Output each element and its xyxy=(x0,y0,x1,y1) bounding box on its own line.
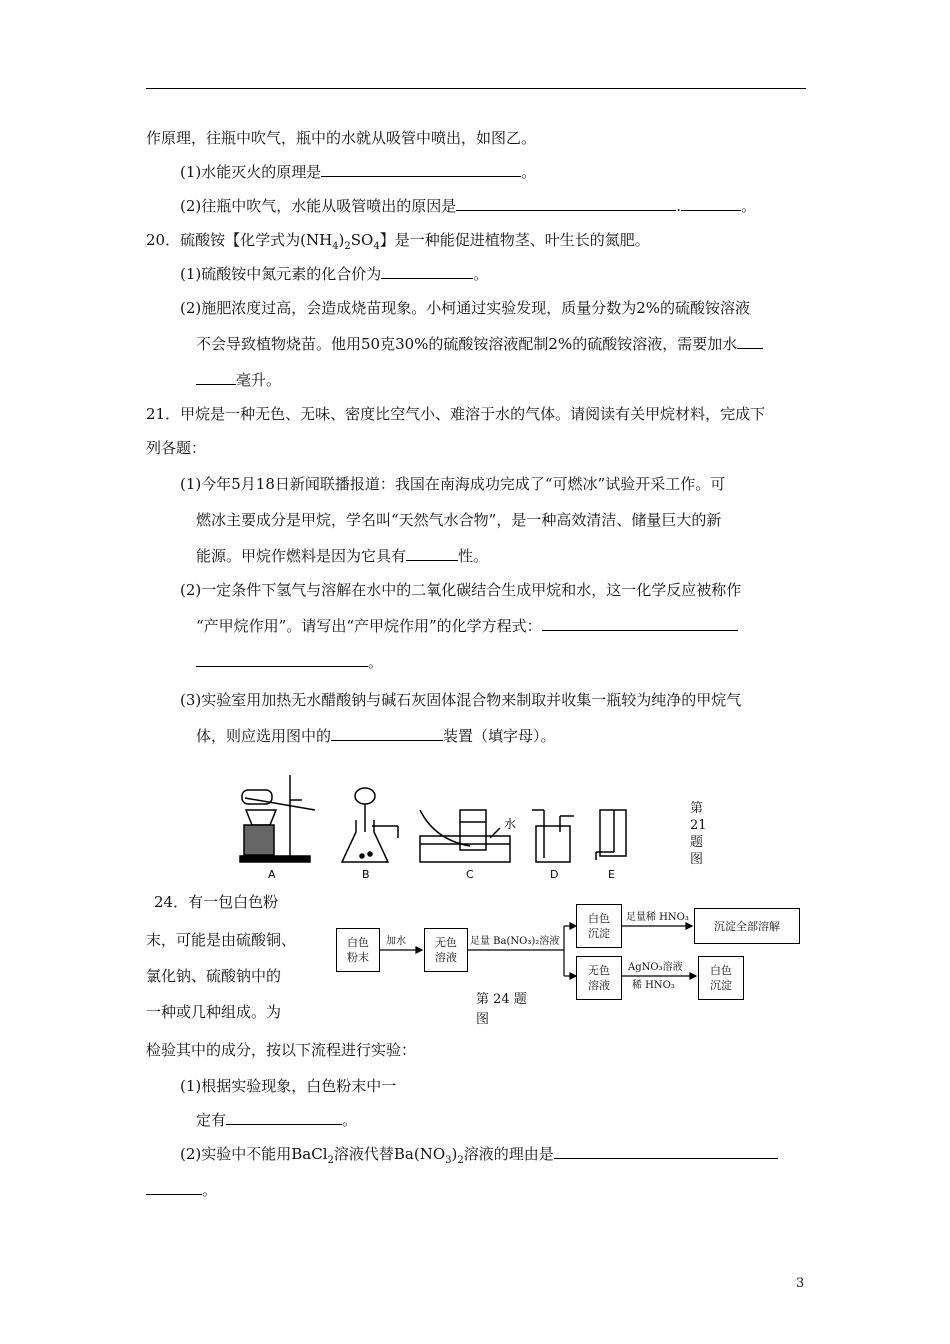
box-white-precipitate: 白色沉淀 xyxy=(576,904,622,948)
q24-stem-a: 24．有一包白色粉 xyxy=(154,893,279,911)
answer-blank[interactable] xyxy=(456,196,676,211)
q21-1: (1)今年5月18日新闻联播报道：我国在南海成功完成了“可燃冰”试验开采工作。可 xyxy=(180,475,726,493)
label-e: E xyxy=(608,868,615,881)
apparatus-c xyxy=(420,810,510,862)
q20-2: (2)施肥浓度过高，会造成烧苗现象。小柯通过实验发现，质量分数为2%的硫酸铵溶液 xyxy=(180,299,751,317)
answer-blank[interactable] xyxy=(681,196,741,211)
apparatus-d xyxy=(532,810,574,862)
q21-1b: 燃冰主要成分是甲烷，学名叫“天然气水合物”，是一种高效清洁、储量巨大的新 xyxy=(196,511,722,529)
header-rule xyxy=(146,88,806,89)
label-b: B xyxy=(362,868,370,881)
answer-blank[interactable] xyxy=(737,334,763,349)
page-number: 3 xyxy=(796,1276,805,1291)
q24-2: (2)实验中不能用BaCl$_2$溶液代替$Ba(NO_3)_2$溶液的理由是 xyxy=(180,1144,778,1171)
label-hno3: 足量稀 HNO₃ xyxy=(626,912,689,923)
answer-blank[interactable] xyxy=(331,726,443,741)
label-ba-no3: 足量 Ba(NO₃)₂溶液 xyxy=(470,936,560,947)
q20-2c: 毫升。 xyxy=(196,370,281,390)
box-all-dissolve: 沉淀全部溶解 xyxy=(694,908,800,944)
answer-blank[interactable] xyxy=(226,1110,342,1125)
q24-stem-c: 氯化钠、硫酸钠中的 xyxy=(146,967,282,985)
q20-stem: 20．硫酸铵【化学式为$(NH_4)_2SO_4$】是一种能促进植物茎、叶生长的氮肥。 xyxy=(146,231,650,252)
label-agno3: AgNO₃溶液 xyxy=(628,962,683,973)
q21-3: (3)实验室用加热无水醋酸钠与碱石灰固体混合物来制取并收集一瓶较为纯净的甲烷气 xyxy=(180,691,742,709)
answer-blank[interactable] xyxy=(196,370,236,385)
q21-2c: 。 xyxy=(196,652,383,672)
label-dilute-hno3: 稀 HNO₃ xyxy=(632,980,675,991)
figure24-caption: 第 24 题 图 xyxy=(476,992,527,1027)
apparatus-b xyxy=(342,788,398,862)
q20-1: (1)硫酸铵中氮元素的化合价为 。 xyxy=(180,265,489,283)
label-water: 水 xyxy=(504,817,517,831)
q20-2b: 不会导致植物烧苗。他用50克30%的硫酸铵溶液配制2%的硫酸铵溶液，需要加水 xyxy=(196,334,763,354)
box-colorless-solution-2: 无色溶液 xyxy=(576,956,622,1000)
label-c: C xyxy=(466,868,474,881)
q21-3b: 体，则应选用图中的 装置（填字母）。 xyxy=(196,727,556,745)
apparatus-a xyxy=(240,775,315,862)
q24-1: (1)根据实验现象，白色粉末中一 xyxy=(180,1077,397,1095)
answer-blank[interactable] xyxy=(406,546,458,561)
q21-2: (2)一定条件下氢气与溶解在水中的二氧化碳结合生成甲烷和水，这一化学反应被称作 xyxy=(180,581,742,599)
flowchart xyxy=(336,892,806,1010)
answer-blank[interactable] xyxy=(554,1144,778,1159)
q24-2b: 。 xyxy=(146,1180,217,1200)
figure21-caption: 第21题图 xyxy=(690,801,707,867)
answer-blank[interactable] xyxy=(542,616,738,631)
q21-2b: “产甲烷作用”。请写出“产甲烷作用”的化学方程式： xyxy=(196,616,738,636)
q24-stem-b: 末，可能是由硫酸铜、 xyxy=(146,931,297,949)
q24-stem-e: 检验其中的成分，按以下流程进行实验： xyxy=(146,1041,417,1059)
apparatus-e xyxy=(596,810,626,860)
q19-1: (1)水能灭火的原理是 。 xyxy=(180,163,537,181)
q21-stem-b: 列各题： xyxy=(146,439,207,457)
q24-stem-d: 一种或几种组成。为 xyxy=(146,1003,282,1021)
apparatus-figure xyxy=(230,770,640,882)
answer-blank[interactable] xyxy=(146,1180,202,1195)
text-line: 作原理，往瓶中吹气，瓶中的水就从吸管中喷出，如图乙。 xyxy=(146,129,537,147)
label-d: D xyxy=(550,868,559,881)
q24-1b: 定有 。 xyxy=(196,1111,358,1129)
answer-blank[interactable] xyxy=(381,264,473,279)
answer-blank[interactable] xyxy=(321,162,521,177)
q19-2: (2)往瓶中吹气，水能从吸管喷出的原因是 . 。 xyxy=(180,197,757,215)
label-add-water: 加水 xyxy=(386,936,406,947)
q21-1c: 能源。甲烷作燃料是因为它具有 性。 xyxy=(196,547,489,565)
box-white-precipitate-2: 白色沉淀 xyxy=(698,956,744,1000)
answer-blank[interactable] xyxy=(196,652,368,667)
q21-stem: 21．甲烷是一种无色、无味、密度比空气小、难溶于水的气体。请阅读有关甲烷材料，完成下 xyxy=(146,405,766,423)
box-colorless-solution: 无色溶液 xyxy=(424,928,468,972)
label-a: A xyxy=(268,868,276,881)
box-white-powder: 白色粉末 xyxy=(336,928,380,972)
